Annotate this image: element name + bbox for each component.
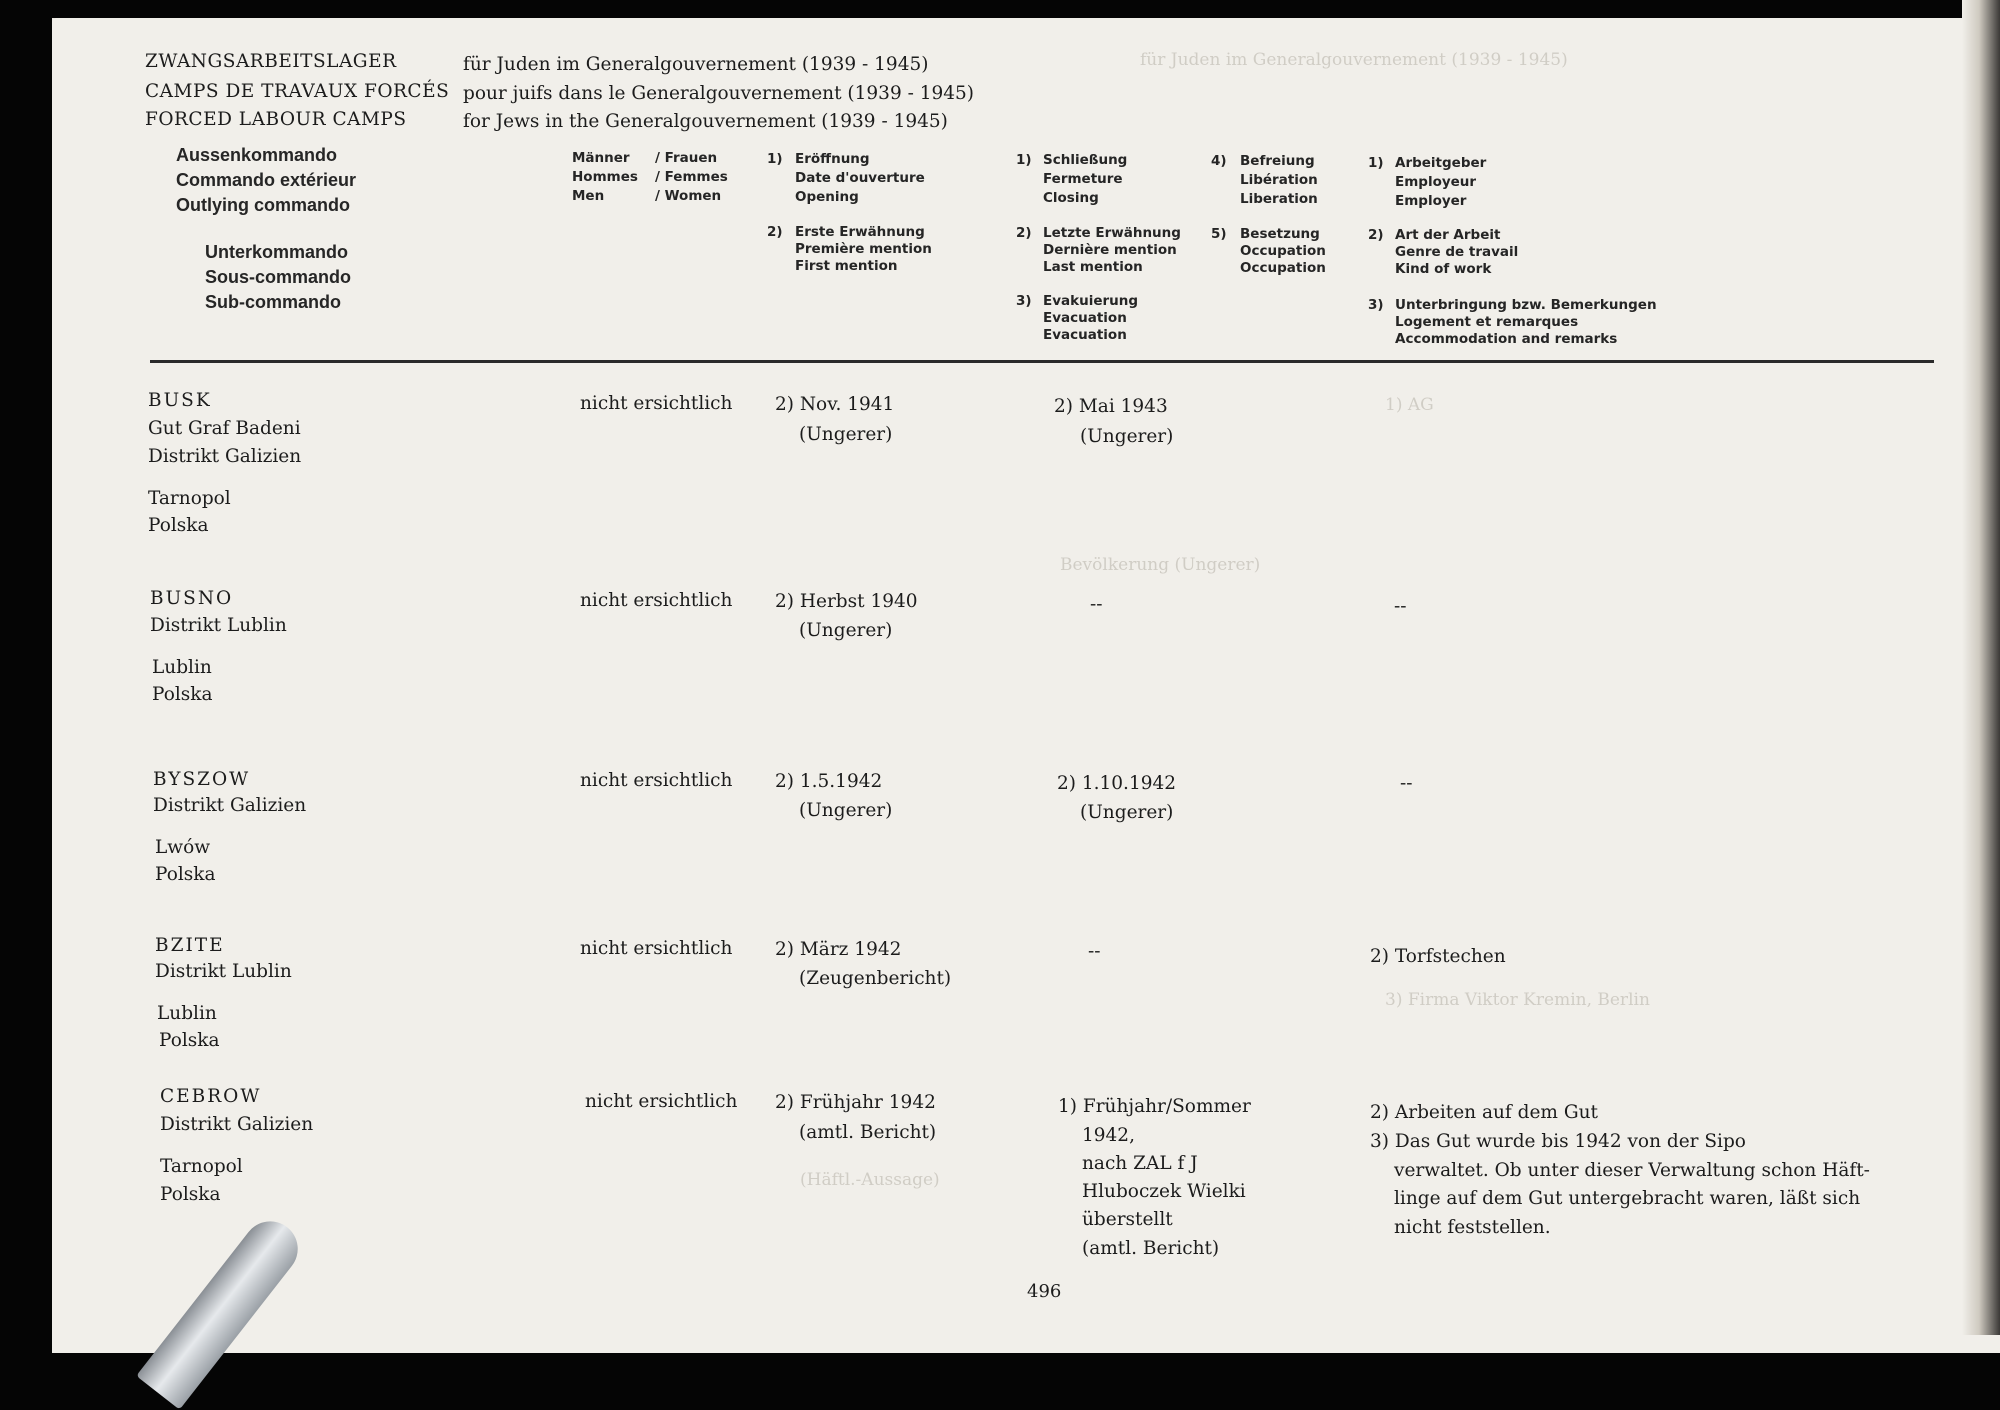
entry-close: (Ungerer): [1080, 802, 1174, 823]
entry-open: 2) März 1942: [775, 939, 902, 960]
col4-num3: 3): [1368, 297, 1384, 313]
entry-line: Distrikt Galizien: [153, 795, 307, 816]
entry-line: Lublin: [157, 1003, 217, 1024]
entry-close: (amtl. Bericht): [1082, 1238, 1220, 1259]
col3-lib-de: Befreiung: [1240, 153, 1315, 169]
entry-work: 2) Torfstechen: [1370, 946, 1506, 967]
col3-lib-en: Liberation: [1240, 191, 1318, 207]
col4-work-fr: Genre de travail: [1395, 244, 1519, 260]
entry-close: --: [1090, 594, 1103, 615]
outlying-fr: Commando extérieur: [176, 170, 357, 190]
entry-open: (Ungerer): [799, 424, 893, 445]
entry-work: nicht feststellen.: [1394, 1217, 1551, 1238]
sub-en: Sub-commando: [205, 292, 342, 312]
entry-work: verwaltet. Ob unter dieser Verwaltung schon Häft-: [1394, 1160, 1870, 1181]
women-de: / Frauen: [655, 150, 718, 166]
book-page: [52, 18, 2000, 1353]
entry-line: Polska: [159, 1030, 220, 1051]
entry-open: (Zeugenbericht): [799, 968, 952, 989]
outlying-de: Aussenkommando: [176, 145, 338, 165]
col1-first-de: Erste Erwähnung: [795, 224, 925, 240]
book-spine: [1962, 0, 2000, 1335]
col3-lib-fr: Libération: [1240, 172, 1318, 188]
entry-line: Distrikt Lublin: [155, 961, 292, 982]
col1-opening-de: Eröffnung: [795, 151, 870, 167]
col2-num1: 1): [1016, 152, 1032, 168]
col3-occ-en: Occupation: [1240, 260, 1326, 276]
subtitle-en: for Jews in the Generalgouvernement (1939 - 1945): [463, 111, 948, 132]
header-rule: [150, 360, 1934, 363]
entry-name: CEBROW: [160, 1086, 262, 1107]
col1-num1: 1): [767, 151, 783, 167]
col2-last-fr: Dernière mention: [1043, 242, 1177, 258]
entry-work: 3) Das Gut wurde bis 1942 von der Sipo: [1370, 1131, 1746, 1152]
col2-closing-de: Schließung: [1043, 152, 1128, 168]
col2-num2: 2): [1016, 225, 1032, 241]
entry-close: --: [1088, 941, 1101, 962]
entry-open: 2) Nov. 1941: [775, 394, 895, 415]
col2-last-en: Last mention: [1043, 259, 1143, 275]
women-en: / Women: [655, 188, 722, 204]
col4-employer-en: Employer: [1395, 193, 1467, 209]
entry-line: Distrikt Lublin: [150, 615, 287, 636]
men-fr: Hommes: [572, 169, 638, 185]
entry-close: 1) Frühjahr/Sommer: [1058, 1096, 1251, 1117]
entry-close: 2) 1.10.1942: [1057, 773, 1177, 794]
men-en: Men: [572, 188, 605, 204]
entry-name: BYSZOW: [153, 769, 251, 790]
col1-opening-en: Opening: [795, 189, 859, 205]
col4-num2: 2): [1368, 227, 1384, 243]
col1-num2: 2): [767, 224, 783, 240]
col2-evac-de: Evakuierung: [1043, 293, 1139, 309]
entry-close: Hluboczek Wielki: [1082, 1181, 1246, 1202]
col2-num3: 3): [1016, 293, 1032, 309]
entry-name: BUSK: [148, 390, 212, 411]
entry-line: Gut Graf Badeni: [148, 418, 301, 439]
entry-open: 2) 1.5.1942: [775, 771, 883, 792]
subtitle-de: für Juden im Generalgouvernement (1939 - 1945): [463, 54, 929, 75]
col2-evac-fr: Evacuation: [1043, 310, 1127, 326]
col1-first-fr: Première mention: [795, 241, 932, 257]
entry-close: 1942,: [1082, 1125, 1135, 1146]
subtitle-fr: pour juifs dans le Generalgouvernement (1939 - 1945): [463, 83, 975, 104]
entry-line: Polska: [160, 1184, 221, 1205]
entry-line: Distrikt Galizien: [148, 446, 302, 467]
entry-line: Polska: [155, 864, 216, 885]
col4-accom-de: Unterbringung bzw. Bemerkungen: [1395, 297, 1657, 313]
col3-num4: 4): [1211, 153, 1227, 169]
col3-num5: 5): [1211, 226, 1227, 242]
col4-employer-fr: Employeur: [1395, 174, 1477, 190]
col4-num1: 1): [1368, 155, 1384, 171]
entry-men: nicht ersichtlich: [585, 1091, 738, 1112]
sub-de: Unterkommando: [205, 242, 349, 262]
entry-close: überstellt: [1082, 1209, 1173, 1230]
title-fr: CAMPS DE TRAVAUX FORCÉS: [145, 81, 450, 102]
entry-line: Tarnopol: [148, 488, 231, 509]
entry-name: BUSNO: [150, 588, 234, 609]
col3-occ-de: Besetzung: [1240, 226, 1320, 242]
entry-line: Polska: [148, 515, 209, 536]
sub-fr: Sous-commando: [205, 267, 352, 287]
entry-close: nach ZAL f J: [1082, 1153, 1198, 1174]
entry-open: (amtl. Bericht): [799, 1122, 937, 1143]
title-de: ZWANGSARBEITSLAGER: [145, 51, 397, 72]
col2-closing-en: Closing: [1043, 190, 1099, 206]
entry-work: --: [1394, 596, 1407, 617]
entry-name: BZITE: [155, 935, 225, 956]
entry-men: nicht ersichtlich: [580, 393, 733, 414]
col1-opening-fr: Date d'ouverture: [795, 170, 925, 186]
entry-open: 2) Herbst 1940: [775, 591, 918, 612]
entry-open: (Ungerer): [799, 800, 893, 821]
entry-close: (Ungerer): [1080, 426, 1174, 447]
entry-line: Polska: [152, 684, 213, 705]
col4-accom-en: Accommodation and remarks: [1395, 331, 1618, 347]
entry-men: nicht ersichtlich: [580, 770, 733, 791]
entry-line: Tarnopol: [160, 1156, 243, 1177]
col2-last-de: Letzte Erwähnung: [1043, 225, 1181, 241]
entry-close: 2) Mai 1943: [1054, 396, 1168, 417]
entry-work: --: [1400, 773, 1413, 794]
entry-men: nicht ersichtlich: [580, 938, 733, 959]
col1-first-en: First mention: [795, 258, 898, 274]
title-en: FORCED LABOUR CAMPS: [145, 109, 407, 130]
entry-line: Lublin: [152, 657, 212, 678]
col4-work-en: Kind of work: [1395, 261, 1492, 277]
col4-work-de: Art der Arbeit: [1395, 227, 1501, 243]
entry-open: (Ungerer): [799, 620, 893, 641]
col4-accom-fr: Logement et remarques: [1395, 314, 1579, 330]
entry-line: Lwów: [155, 837, 211, 858]
entry-work: 2) Arbeiten auf dem Gut: [1370, 1102, 1598, 1123]
entry-line: Distrikt Galizien: [160, 1114, 314, 1135]
outlying-en: Outlying commando: [176, 195, 351, 215]
col3-occ-fr: Occupation: [1240, 243, 1326, 259]
women-fr: / Femmes: [655, 169, 728, 185]
col2-closing-fr: Fermeture: [1043, 171, 1123, 187]
entry-men: nicht ersichtlich: [580, 590, 733, 611]
page-number: 496: [1027, 1281, 1062, 1302]
col4-employer-de: Arbeitgeber: [1395, 155, 1487, 171]
entry-open: 2) Frühjahr 1942: [775, 1092, 936, 1113]
men-de: Männer: [572, 150, 630, 166]
entry-work: linge auf dem Gut untergebracht waren, läßt sich: [1394, 1188, 1861, 1209]
col2-evac-en: Evacuation: [1043, 327, 1127, 343]
